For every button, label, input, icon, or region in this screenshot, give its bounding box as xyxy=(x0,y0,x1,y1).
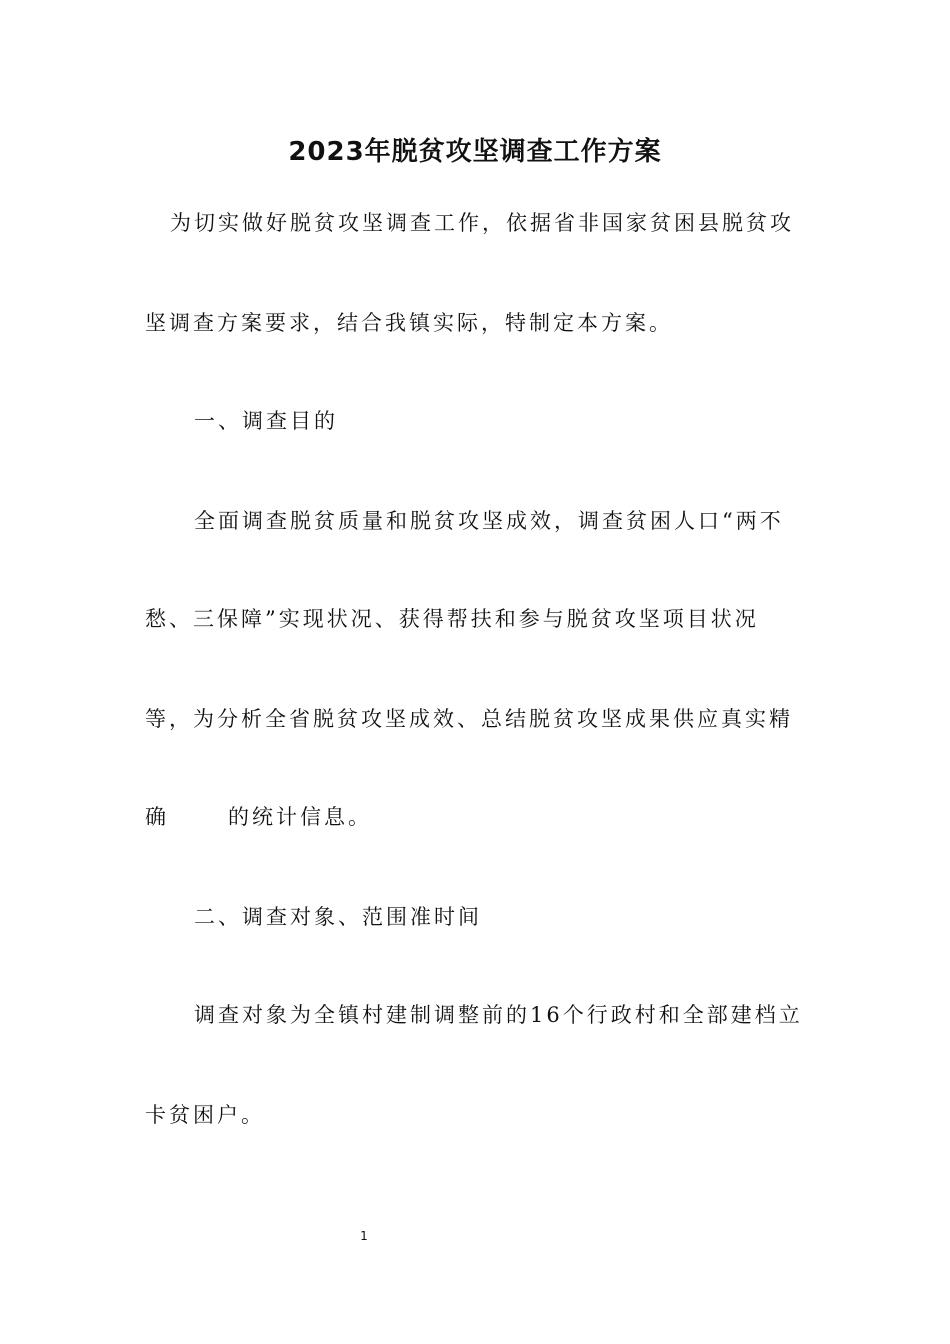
paragraph-line: 等，为分析全省脱贫攻坚成效、总结脱贫攻坚成果供应真实精 xyxy=(145,707,793,731)
paragraph-line: 坚调查方案要求，结合我镇实际，特制定本方案。 xyxy=(145,311,673,335)
page-number: 1 xyxy=(360,1229,368,1243)
paragraph-line: 愁、三保障”实现状况、获得帮扶和参与脱贫攻坚项目状况 xyxy=(145,607,759,631)
paragraph-line: 的统计信息。 xyxy=(228,805,372,829)
paragraph-line: 调查对象为全镇村建制调整前的16个行政村和全部建档立 xyxy=(194,1003,803,1027)
paragraph-line: 确 xyxy=(145,805,169,829)
paragraph-line: 为切实做好脱贫攻坚调查工作，依据省非国家贫困县脱贫攻 xyxy=(170,211,794,235)
paragraph-line: 卡贫困户。 xyxy=(145,1103,265,1127)
section-heading: 一、调查目的 xyxy=(194,409,338,433)
paragraph-line: 全面调查脱贫质量和脱贫攻坚成效，调查贫困人口“两不 xyxy=(194,509,784,533)
document-title: 2023年脱贫攻坚调查工作方案 xyxy=(288,137,662,167)
section-heading: 二、调查对象、范围准时间 xyxy=(194,905,482,929)
